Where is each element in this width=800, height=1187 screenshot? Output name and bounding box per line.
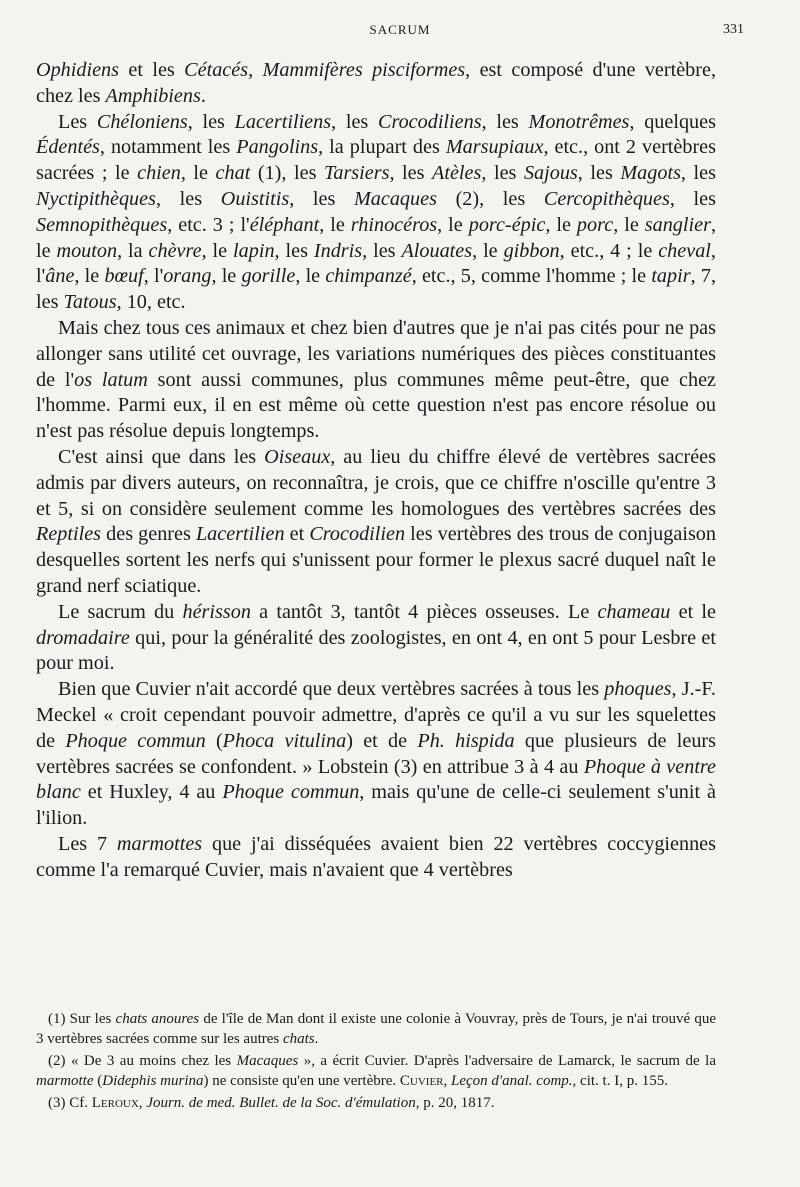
text-run: », a écrit Cuvier. D'après l'adversaire de Lamarck, le sacrum de la xyxy=(298,1053,716,1070)
italic-run: Macaques xyxy=(353,187,437,210)
italic-run: Leçon d'anal. comp. xyxy=(451,1072,573,1089)
italic-run: bœuf xyxy=(104,265,144,288)
text-run: , la plupart des xyxy=(318,136,446,159)
text-run: que plusieurs de leurs vertèbres sacrées se confondent. » Lobstein (3) en attribue 3 à 4 au xyxy=(36,729,716,778)
text-run: , est composé d'une vertèbre, chez les xyxy=(36,59,716,107)
italic-run: Phoque commun xyxy=(222,781,360,804)
italic-run: Crocodiliens xyxy=(378,110,482,133)
italic-run: chats xyxy=(282,1030,315,1047)
smallcaps-run: Leroux xyxy=(91,1095,139,1112)
italic-run: Édentés xyxy=(36,136,100,159)
italic-run: Nyctipithèques xyxy=(36,187,156,210)
text-run: les vertèbres des trous de conjugaison desquelles sortent les nerfs qui s'unissent pour former le plexus sacré duquel naît le grand nerf sciatique. xyxy=(36,523,716,597)
text-run: , p. 20, 1817. xyxy=(415,1095,495,1112)
text-run: , 10, etc. xyxy=(116,291,186,314)
italic-run: Amphibiens xyxy=(105,84,201,107)
footnote-1 xyxy=(36,1010,716,1049)
text-run: , l' xyxy=(36,239,716,288)
italic-run: lapin xyxy=(233,239,275,262)
italic-run: chameau xyxy=(597,600,671,623)
italic-run: Ophidiens xyxy=(36,59,119,81)
text-run: , xyxy=(443,1072,452,1089)
text-run: Mais chez tous ces animaux et chez bien d'autres que je n'ai pas cités pour ne pas allonger sans utilité cet ouvrage, les variations numériques des pièces constituantes de l' xyxy=(36,316,716,391)
text-run: a tantôt 3, tantôt 4 pièces osseuses. Le xyxy=(250,600,598,623)
text-run: , les xyxy=(362,239,402,262)
text-run: , etc., 4 ; le xyxy=(559,239,659,262)
italic-run: phoques xyxy=(604,678,672,701)
italic-run: Phoque commun xyxy=(65,729,206,752)
italic-run: Oiseaux xyxy=(264,445,331,468)
italic-run: Ouistitis xyxy=(220,187,290,210)
text-run: , J.-F. Meckel « croit cependant pouvoir admettre, d'après ce qu'il a vu sur les squelettes de xyxy=(36,678,716,752)
text-run: (1) Sur les xyxy=(48,1011,116,1027)
italic-run: éléphant xyxy=(249,213,320,236)
italic-run: Phoque à ventre blanc xyxy=(36,755,717,804)
italic-run: rhinocéros xyxy=(350,213,438,236)
text-run: ) ne consiste qu'en une vertèbre. xyxy=(203,1072,400,1089)
text-run: ) et de xyxy=(346,729,418,752)
footnote-2 xyxy=(36,1052,716,1091)
italic-run: sanglier xyxy=(644,213,711,236)
text-run: , le xyxy=(295,265,326,288)
text-run: qui, pour la généralité des zoologistes, en ont 4, en ont 5 pour Lesbre et pour moi. xyxy=(36,626,716,675)
paragraph-marmots xyxy=(36,832,716,884)
italic-run: Tatous xyxy=(63,291,117,314)
paragraph-sacral-counts xyxy=(36,110,716,316)
text-run: , le xyxy=(74,265,105,288)
page-number: 331 xyxy=(723,22,744,37)
italic-run: Chéloniens xyxy=(96,110,188,133)
italic-run: Lacertiliens xyxy=(234,110,332,133)
text-run: , xyxy=(138,1095,147,1112)
italic-run: Marsupiaux xyxy=(445,136,544,159)
italic-run: Monotrêmes xyxy=(528,110,630,133)
page-header xyxy=(36,22,764,44)
text-run: ( xyxy=(205,729,223,752)
text-run: (2), les xyxy=(436,187,544,210)
text-run: , le xyxy=(437,213,469,236)
text-run: , etc. 3 ; l' xyxy=(167,213,250,236)
text-run: , le xyxy=(201,239,234,262)
text-run: des genres xyxy=(101,523,196,546)
text-run: , les xyxy=(680,162,716,185)
italic-run: cheval xyxy=(658,239,711,262)
italic-run: Magots xyxy=(620,162,681,185)
paragraph-continuation xyxy=(36,58,716,110)
text-run: , quelques xyxy=(629,110,716,133)
text-run: . xyxy=(314,1030,319,1047)
text-run: , les xyxy=(274,239,314,262)
footnotes xyxy=(36,1010,716,1117)
body-text xyxy=(36,58,716,884)
text-run: C'est ainsi que dans les xyxy=(58,445,265,468)
italic-run: Didephis murina xyxy=(102,1072,204,1089)
italic-run: marmottes xyxy=(116,832,203,855)
italic-run: Crocodilien xyxy=(309,523,406,546)
italic-run: Cercopithèques xyxy=(543,187,670,210)
italic-run: âne xyxy=(45,265,75,288)
text-run: Bien que Cuvier n'ait accordé que deux vertèbres sacrées à tous les xyxy=(58,678,605,701)
text-run: , le xyxy=(211,265,242,288)
italic-run: mouton xyxy=(56,239,118,262)
text-run: , le xyxy=(180,162,216,185)
italic-run: Sajous xyxy=(523,162,578,185)
italic-run: Tarsiers xyxy=(323,162,390,185)
text-run: , les xyxy=(155,187,221,210)
italic-run: chats anoures xyxy=(115,1011,200,1027)
text-run: , au lieu du chiffre élevé de vertèbres sacrées admis par divers auteurs, on reconnaîtra, je crois, que ce chiffre n'oscille qu'entre 3 et 5, si on considère seulement comme les homologues des vertèbres sacrées des xyxy=(36,445,716,520)
italic-run: Lacertilien xyxy=(195,523,285,546)
italic-run: tapir xyxy=(651,265,691,288)
text-run: , mais qu'une de celle-ci seulement s'unit à l'ilion. xyxy=(36,781,716,830)
italic-run: Macaques xyxy=(236,1053,299,1070)
text-run: (2) « De 3 au moins chez les xyxy=(48,1053,237,1070)
italic-run: Semnopithèques xyxy=(36,213,168,236)
italic-run: chat xyxy=(215,162,251,185)
text-run: ( xyxy=(93,1072,103,1089)
text-run: , notamment les xyxy=(99,136,237,159)
text-run: de l'île de Man dont il existe une colonie à Vouvray, près de Tours, je n'ai trouvé que 3 vertèbres sacrées comme sur les autres xyxy=(36,1011,716,1047)
running-title: SACRUM xyxy=(369,22,431,37)
text-run: , le xyxy=(545,213,577,236)
text-run: Le sacrum du xyxy=(58,600,183,623)
text-run: , les xyxy=(669,187,716,210)
italic-run: Indris xyxy=(313,239,363,262)
text-run: , les xyxy=(577,162,621,185)
text-run: , les xyxy=(187,110,235,133)
text-run: sont aussi communes, plus communes même peut-être, que chez l'homme. Parmi eux, il en est même où cette question n'est pas encore résolue ou n'est pas résolue depuis longtemps. xyxy=(36,368,716,443)
text-run: (1), les xyxy=(250,162,324,185)
text-run: et le xyxy=(670,600,717,623)
italic-run: Phoca vitulina xyxy=(222,729,347,752)
text-run: (3) Cf. xyxy=(48,1095,92,1112)
text-run: , le xyxy=(613,213,645,236)
text-run: , les xyxy=(289,187,354,210)
paragraph-birds xyxy=(36,445,716,600)
italic-run: Atèles xyxy=(432,162,482,185)
italic-run: os latum xyxy=(74,368,148,391)
italic-run: dromadaire xyxy=(36,626,130,649)
italic-run: orang xyxy=(163,265,212,288)
text-run: , etc., ont 2 vertèbres sacrées ; le xyxy=(36,136,717,185)
italic-run: chien xyxy=(137,162,181,185)
italic-run: Ph. hispida xyxy=(417,729,515,752)
italic-run: Pangolins xyxy=(236,136,319,159)
italic-run: Journ. de med. Bullet. de la Soc. d'émulation xyxy=(146,1095,416,1112)
paragraph-seals xyxy=(36,677,716,832)
italic-run: hérisson xyxy=(182,600,251,623)
text-run: , etc., 5, comme l'homme ; le xyxy=(411,265,652,288)
text-run: Les xyxy=(58,110,97,133)
text-run: , 7, les xyxy=(36,265,716,314)
text-run: , le xyxy=(319,213,351,236)
text-run: , les xyxy=(389,162,433,185)
text-run: , les xyxy=(481,162,524,185)
text-run: , les xyxy=(331,110,379,133)
text-run: Les 7 xyxy=(58,832,117,855)
italic-run: porc xyxy=(576,213,614,236)
text-run: , l' xyxy=(143,265,164,288)
text-run: et Huxley, 4 au xyxy=(80,781,223,804)
italic-run: marmotte xyxy=(36,1072,94,1089)
italic-run: gibbon xyxy=(503,239,560,262)
smallcaps-run: Cuvier xyxy=(399,1072,444,1089)
footnote-3 xyxy=(36,1094,716,1114)
italic-run: porc-épic xyxy=(468,213,546,236)
text-run: , le xyxy=(472,239,504,262)
text-run: , les xyxy=(481,110,529,133)
text-run: , le xyxy=(36,213,716,262)
paragraph-hedgehog-camel xyxy=(36,600,716,677)
text-run: que j'ai disséquées avaient bien 22 vertèbres coccygiennes comme l'a remarqué Cuvier, mais n'avaient que 4 vertèbres xyxy=(36,832,716,881)
italic-run: Cétacés, Mammifères pisciformes xyxy=(184,59,466,81)
italic-run: Alouates xyxy=(401,239,473,262)
italic-run: gorille xyxy=(241,265,296,288)
text-run: , la xyxy=(117,239,149,262)
text-run: et les xyxy=(119,59,185,81)
italic-run: chimpanzé xyxy=(325,265,412,288)
paragraph-variations xyxy=(36,316,716,445)
italic-run: chèvre xyxy=(148,239,202,262)
text-run: et xyxy=(284,523,310,546)
text-run: . xyxy=(200,84,206,107)
text-run: , cit. t. I, p. 155. xyxy=(572,1072,668,1089)
italic-run: Reptiles xyxy=(36,523,102,546)
